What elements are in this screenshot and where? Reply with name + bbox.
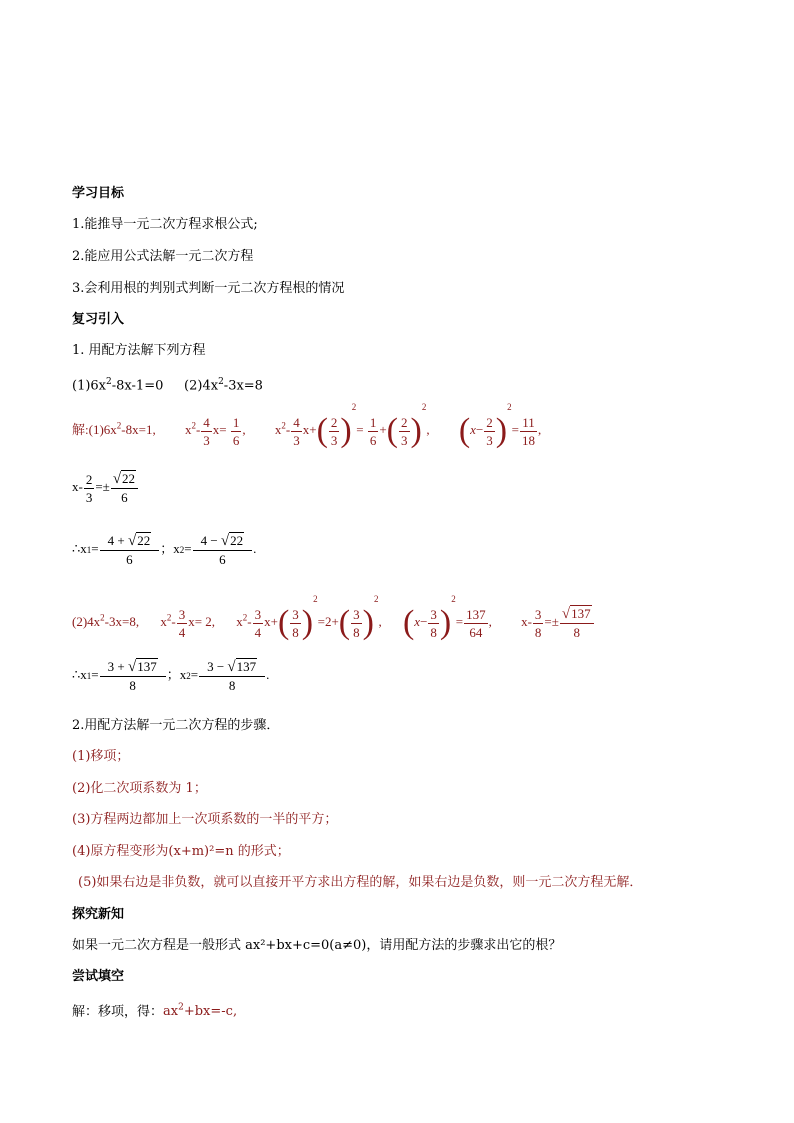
question-1: 1. 用配方法解下列方程 [72,343,206,358]
fraction: $\frac{4 + √22}{6}$ [100,532,160,568]
goal-3: 3.会利用根的判别式判断一元二次方程根的情况 [72,281,345,296]
step-5: (5)如果右边是非负数，就可以直接开平方求出方程的解，如果右边是负数，则一元二次方程无解． [78,875,643,890]
solution-2-roots: ∴x1= $\frac{3 + √137}{8}$ ；x2= $\frac{3 - √137}{8}$ . [72,659,270,693]
fraction: $\frac{4}{3}$ [293,414,300,448]
step-4: (4)原方程变形为(x+m)²=n 的形式； [72,844,290,859]
try-line: 解：移项，得：$ax^2+bx=-c$, [72,1003,238,1020]
step-2: (2)化二次项系数为 1； [72,781,207,796]
fraction: $\frac{3}{8}$ [353,606,360,640]
steps-title: 2.用配方法解一元二次方程的步骤． [72,718,280,733]
fraction: $\frac{3}{4}$ [178,606,186,640]
try-heading: 尝试填空 [72,969,125,984]
fraction: $\frac{3}{4}$ [254,606,262,640]
fraction: $\frac{√22}{6}$ [111,470,138,506]
fraction: $\frac{3 + √137}{8}$ [100,658,166,694]
solution-1-roots: ∴x1= $\frac{4 + √22}{6}$ ；x2= $\frac{4 - √22}{6}$ . [72,533,257,567]
goal-1: 1.能推导一元二次方程求根公式; [72,217,258,232]
solution-1-line-2: x- $\frac{2}{3}$ =± $\frac{√22}{6}$ [72,470,139,506]
solution-2-line-1: $(2)4x^2-3x=8$, $x^2-$ $\frac{3}{4}$ x= 2, $x^2-$ $\frac{3}{4}$ x+( $\frac{3}{8}$ )$^2$=2+( $\frac{3}{8}$ )$^2$, (x− $\frac{3}{8}$ )$^2$= $\frac{137}{64}$ , x- $\frac{3}{8}$ =± $\frac{√137}{8}$ [72,594,595,643]
fraction: $\frac{1}{6}$ [232,414,240,448]
fraction: $\frac{2}{3}$ [401,414,408,448]
goal-2: 2.能应用公式法解一元二次方程 [72,249,254,264]
step-3: (3)方程两边都加上一次项系数的一半的平方； [72,812,338,827]
step-1: (1)移项； [72,749,130,764]
fraction: $\frac{11}{18}$ [521,414,535,448]
fraction: $\frac{137}{64}$ [466,606,486,640]
fraction: $\frac{2}{3}$ [330,414,338,448]
fraction: $\frac{3}{8}$ [534,606,542,640]
fraction: $\frac{√137}{8}$ [560,605,594,641]
fraction: $\frac{3}{8}$ [430,606,437,640]
explore-heading: 探究新知 [72,907,125,922]
fraction: $\frac{3}{8}$ [292,606,299,640]
fraction: $\frac{2}{3}$ [85,471,93,505]
fraction: $\frac{4}{3}$ [203,414,210,448]
fraction: $\frac{1}{6}$ [369,414,377,448]
question-1-equations: $(1)6x^2-8x-1=0$ $(2)4x^2-3x=8$ [72,377,263,394]
fraction: $\frac{2}{3}$ [486,414,493,448]
fraction: $\frac{3 - √137}{8}$ [199,658,265,694]
goals-heading: 学习目标 [72,186,125,201]
fraction: $\frac{4 - √22}{6}$ [193,532,253,568]
explore-text: 如果一元二次方程是一般形式 ax²+bx+c=0(a≠0)，请用配方法的步骤求出它的根？ [72,938,562,953]
review-heading: 复习引入 [72,312,125,327]
solution-1-line-1: 解$:(1)6x^2-8x=1$, $x^2-$ $\frac{4}{3}$ x= $\frac{1}{6}$ , $x^2-$ $\frac{4}{3}$ x+( $\frac{2}{3}$ )$^2$= $\frac{1}{6}$ +( $\frac{2}{3}$ )$^2$, (x− $\frac{2}{3}$ )$^2$= $\frac{11}{18}$ , [72,402,542,450]
